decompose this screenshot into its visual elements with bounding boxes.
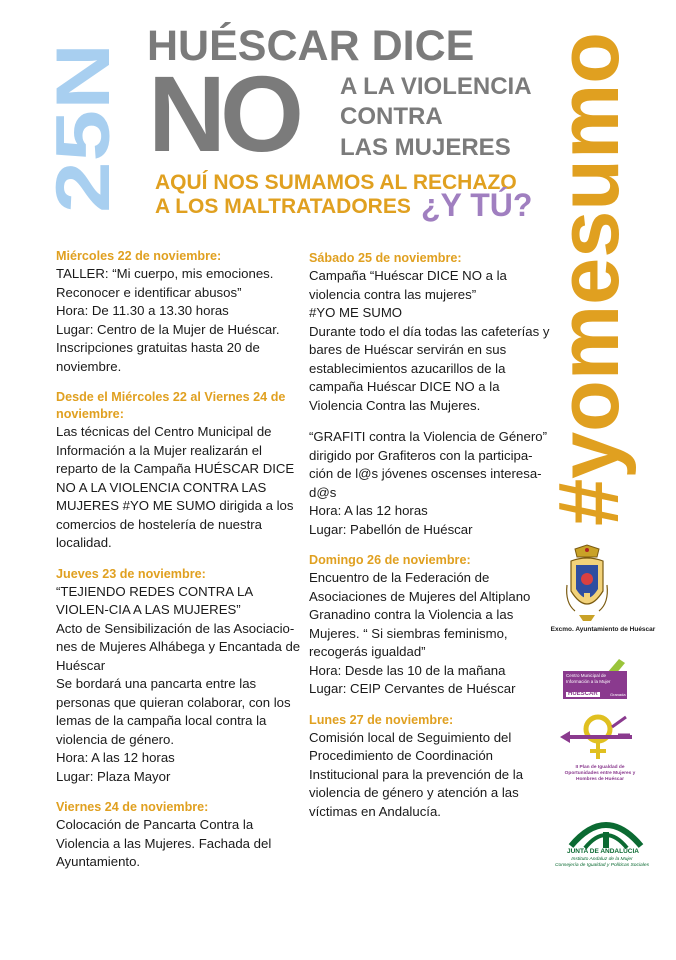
title-line-violencia: A LA VIOLENCIA: [340, 73, 532, 100]
event-section: [56, 389, 304, 553]
title-huescar-dice: HUÉSCAR DICE: [147, 22, 475, 70]
ayuntamiento-caption: Excmo. Ayuntamiento de Huéscar: [550, 626, 656, 633]
event-text: Hora: A las 12 horas: [309, 503, 428, 518]
event-text: Hora: A las 12 horas: [56, 750, 175, 765]
event-section: [309, 712, 554, 822]
junta-subcaption-iam: Instituto Andaluz de la Mujer: [571, 857, 633, 862]
spacer: [309, 415, 554, 428]
event-section: [309, 552, 554, 699]
junta-subcaption-consejeria: Consejería de Igualdad y Políticas Sociales: [554, 863, 650, 868]
ayuntamiento-crest-logo: [565, 545, 609, 625]
title-no: NO: [148, 53, 298, 174]
event-text: Se bordará una pancarta entre las personas que quieran colaborar, con los lemas de la campaña local contra la violencia de género.: [56, 676, 291, 747]
event-date: Domingo 26 de noviembre:: [309, 553, 471, 567]
event-section: [56, 799, 304, 872]
event-date: Viernes 24 de noviembre:: [56, 800, 209, 814]
event-date: Lunes 27 de noviembre:: [309, 712, 454, 727]
event-text: Colocación de Pancarta Contra la Violencia a las Mujeres. Fachada del Ayuntamiento.: [56, 817, 272, 869]
junta-andalucia-logo: [557, 808, 655, 850]
date-25n-vertical: [41, 42, 126, 215]
event-date: Miércoles 22 de noviembre:: [56, 249, 222, 263]
event-text: Hora: De 11.30 a 13.30 horas: [56, 303, 229, 318]
event-text: Comisión local de Seguimiento del Procedimiento de Coordinación Institucional para la prevención de la violencia de género y atención a las víctimas en Andalucía.: [309, 729, 524, 819]
event-text: Lugar: Plaza Mayor: [56, 768, 171, 784]
event-text: Acto de Sensibilización de las Asociacio-nes de Mujeres Alhábega y Encantada de Huéscar: [56, 620, 301, 673]
event-text: “TEJIENDO REDES CONTRA LA VIOLEN-CIA A LAS MUJERES”: [56, 583, 253, 617]
slogan-line-1: AQUÍ NOS SUMAMOS AL RECHAZO: [155, 171, 517, 194]
events-right-column: [309, 250, 554, 834]
slogan-question: ¿Y TÚ?: [421, 187, 533, 223]
event-text: Lugar: Centro de la Mujer de Huéscar. Inscripciones gratuitas hasta 20 de noviembre.: [56, 321, 280, 374]
title-line-mujeres: LAS MUJERES: [340, 134, 511, 161]
event-text: Lugar: CEIP Cervantes de Huéscar: [309, 681, 516, 696]
centro-mujer-sub: Granada: [610, 691, 626, 697]
event-text: Hora: Desde las 10 de la mañana: [309, 662, 506, 678]
centro-mujer-brand: HUÉSCAR: [568, 690, 598, 697]
event-text: Durante todo el día todas las cafeterías y bares de Huéscar servirán en sus establecimientos azucarillos de la campaña Huéscar DICE NO a la Violencia Contra las Mujeres.: [309, 323, 550, 413]
event-text: TALLER: “Mi cuerpo, mis emociones. Reconocer e identificar abusos”: [56, 266, 274, 300]
plan-igualdad-caption: II Plan de Igualdad de Oportunidades entre Mujeres y Hombres de Huéscar: [564, 765, 636, 782]
events-left-column: [56, 248, 304, 885]
centro-mujer-box: [563, 671, 627, 699]
slogan-line-2: A LOS MALTRATADORES: [155, 195, 411, 218]
svg-text:25N: 25N: [41, 73, 126, 213]
event-text: #YO ME SUMO: [309, 305, 403, 320]
event-date: Jueves 23 de noviembre:: [56, 566, 206, 581]
plan-igualdad-logo: [558, 713, 638, 763]
event-section: [56, 248, 304, 376]
event-text: “GRAFITI contra la Violencia de Género” dirigido por Grafiteros con la participa-ción de l@s jóvenes oscenses interesa-d@s: [309, 429, 547, 500]
event-date: Sábado 25 de noviembre:: [309, 251, 462, 265]
hashtag-yomesumo-vertical: [541, 24, 637, 528]
event-text: Campaña “Huéscar DICE NO a la violencia contra las mujeres”: [309, 268, 507, 302]
centro-mujer-logo: [563, 657, 635, 703]
event-section: [309, 250, 554, 539]
centro-mujer-text: Centro Municipal de Información a la Mujer: [566, 673, 611, 684]
junta-caption: JUNTA DE ANDALUCIA: [567, 848, 639, 855]
title-line-contra: CONTRA: [340, 103, 443, 130]
event-date: Desde el Miércoles 22 al Viernes 24 de noviembre:: [56, 390, 286, 421]
svg-text:#yomesumo: #yomesumo: [541, 24, 637, 526]
event-section: [56, 566, 304, 787]
event-text: Encuentro de la Federación de Asociaciones de Mujeres del Altiplano Granadino contra la Violencia a las Mujeres. “ Si siembras feminismo, recogerás igualdad”: [309, 570, 531, 659]
event-text: Las técnicas del Centro Municipal de Información a la Mujer realizarán el reparto de la Campaña HUÉSCAR DICE NO A LA VIOLENCIA CONTRA LAS MUJERES #YO ME SUMO dirigida a los comercios de hostelería de nuestra localidad.: [56, 424, 295, 550]
event-text: Lugar: Pabellón de Huéscar: [309, 521, 473, 537]
